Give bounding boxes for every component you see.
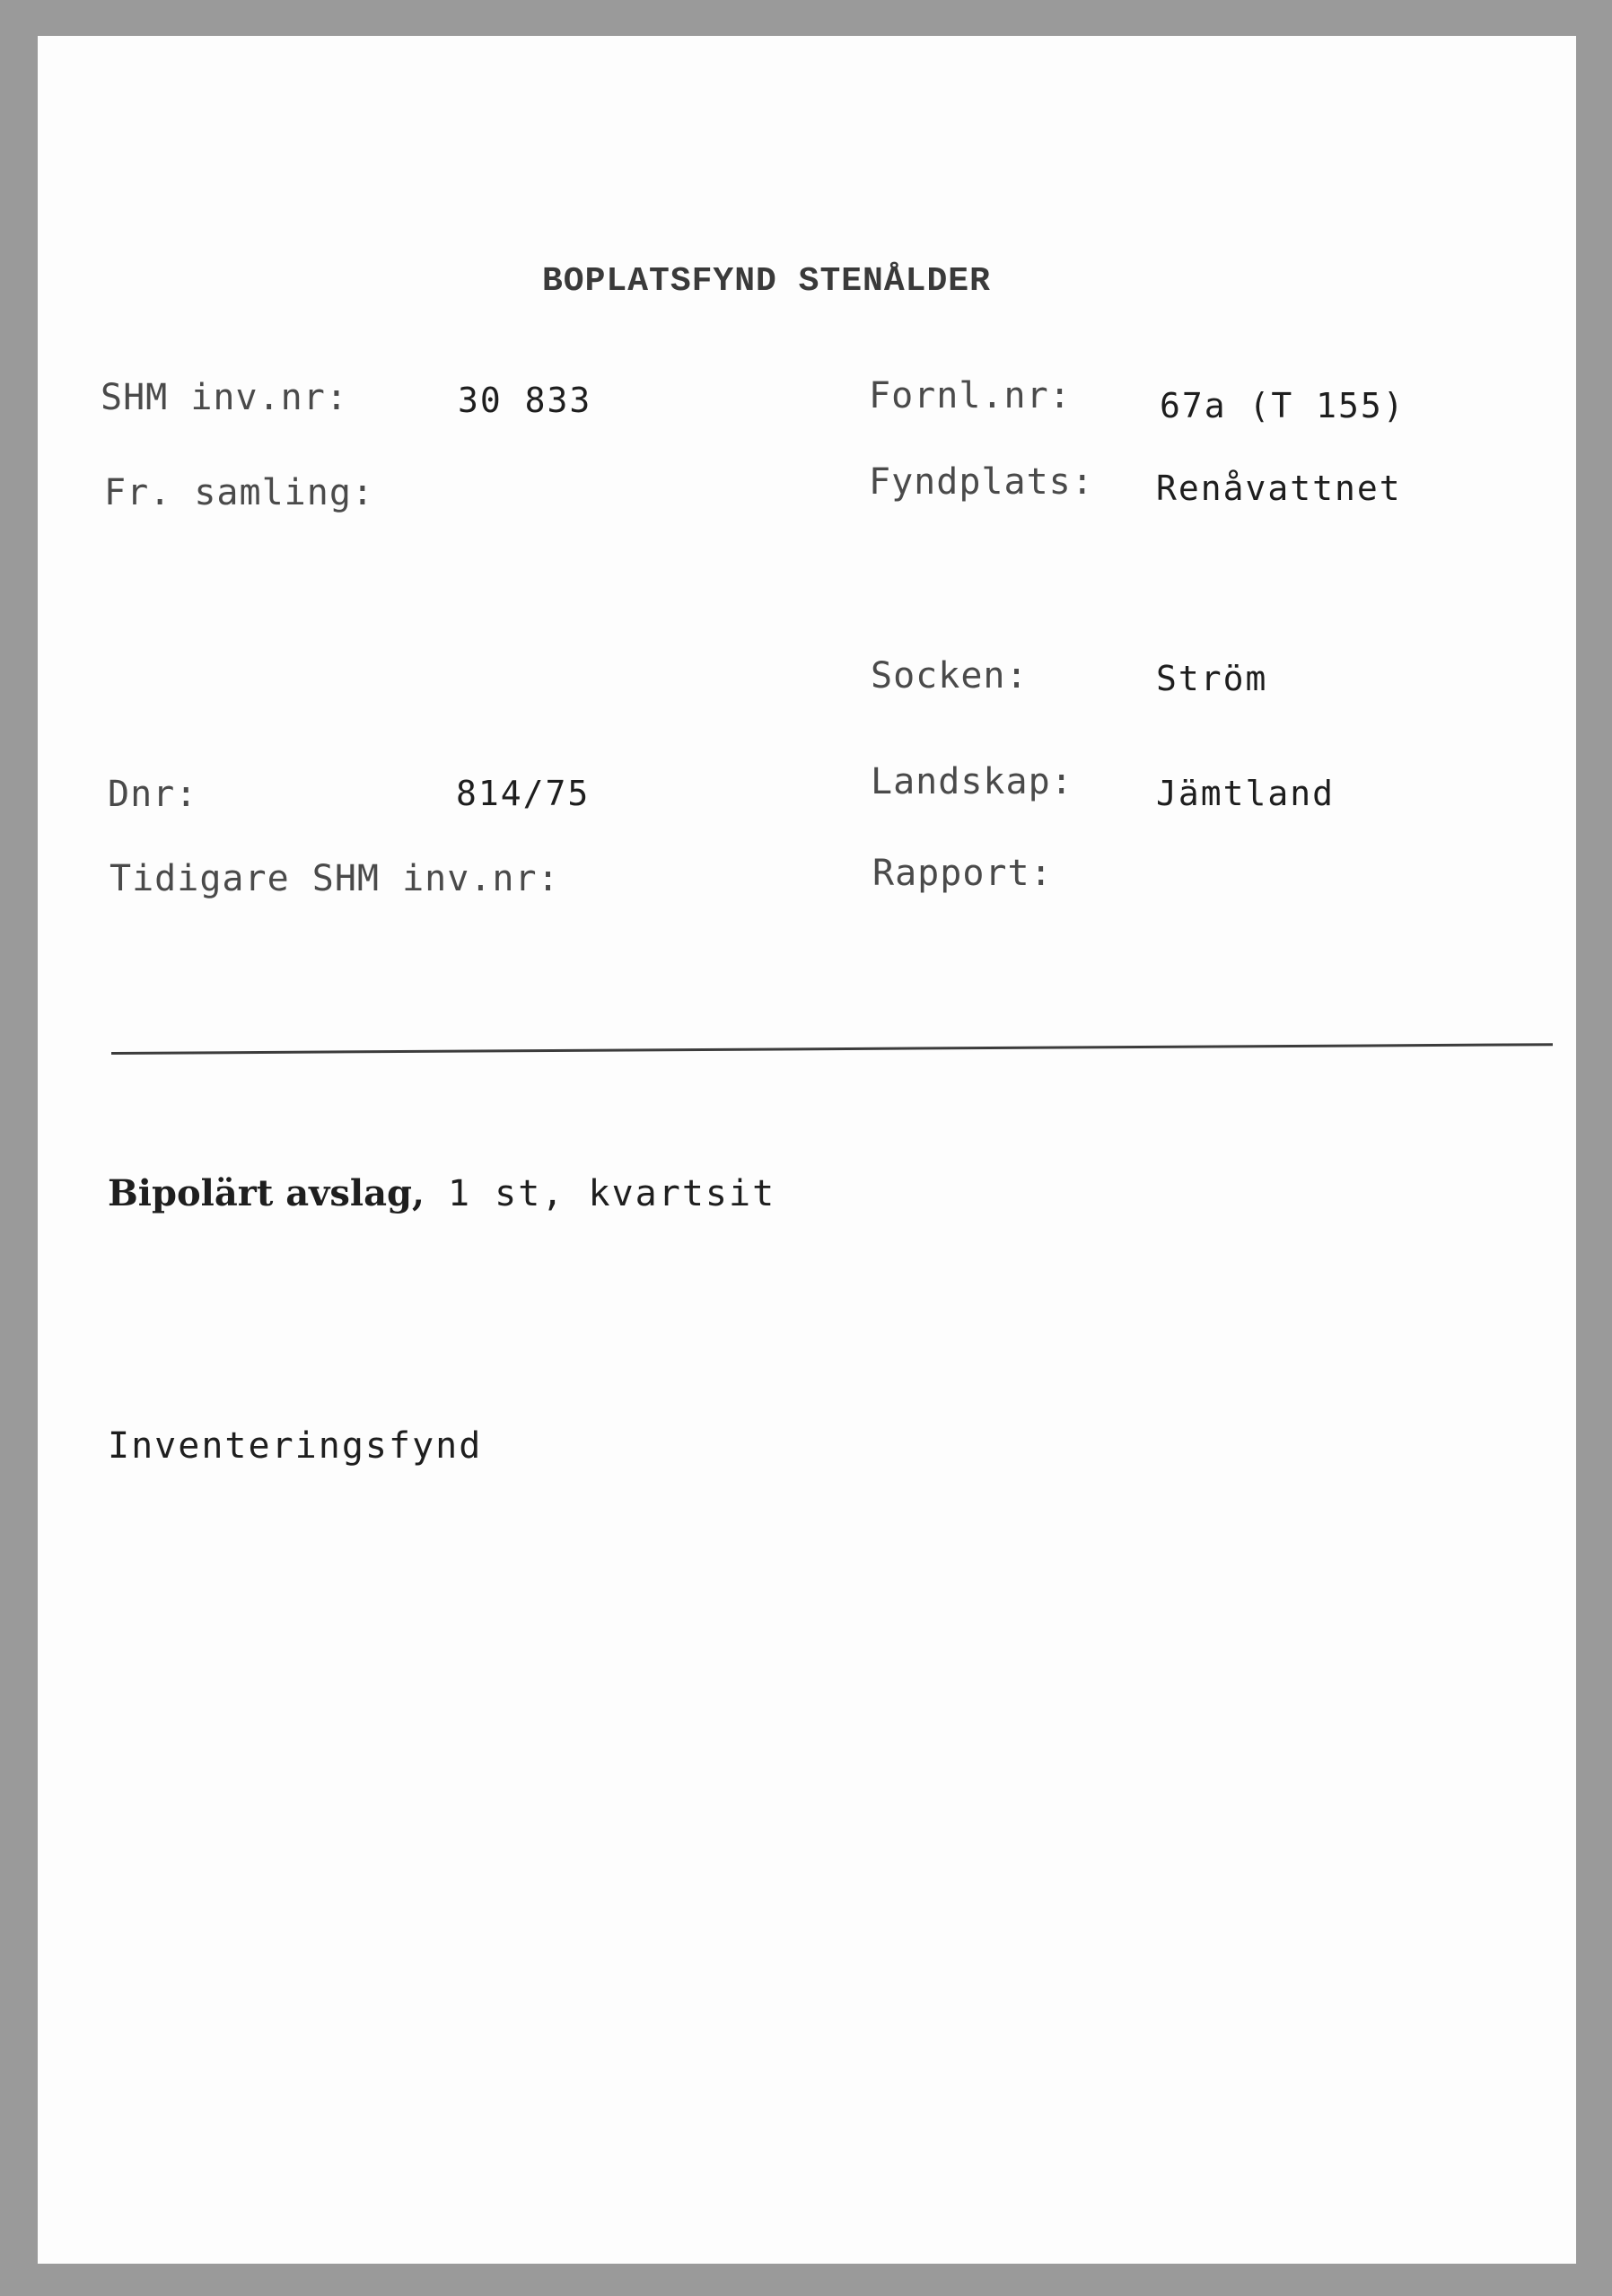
- find-description: [108, 1172, 775, 1214]
- fornl-nr-label: Fornl.nr:: [869, 375, 1072, 416]
- landskap-label: Landskap:: [871, 761, 1073, 802]
- socken-label: Socken:: [871, 655, 1029, 697]
- rapport-label: Rapport:: [872, 853, 1053, 894]
- shm-inv-nr-label: SHM inv.nr:: [101, 377, 348, 418]
- card-title: BOPLATSFYND STENÅLDER: [542, 262, 991, 301]
- find-details: 1 st, kvartsit: [424, 1173, 776, 1214]
- find-type: Bipolärt avslag,: [108, 1172, 425, 1214]
- landskap-value: Jämtland: [1156, 774, 1336, 813]
- fornl-nr-value: 67a (T 155): [1160, 386, 1406, 425]
- catalog-card: [38, 36, 1576, 2264]
- fyndplats-label: Fyndplats:: [869, 461, 1094, 503]
- dnr-value: 814/75: [456, 774, 591, 813]
- tidigare-shm-inv-nr-label: Tidigare SHM inv.nr:: [110, 858, 560, 899]
- socken-value: Ström: [1156, 659, 1268, 698]
- find-note: Inventeringsfynd: [108, 1425, 483, 1467]
- fyndplats-value: Renåvattnet: [1156, 469, 1402, 508]
- shm-inv-nr-value: 30 833: [458, 381, 592, 420]
- divider-line: [111, 1043, 1553, 1055]
- fr-samling-label: Fr. samling:: [104, 472, 374, 513]
- dnr-label: Dnr:: [108, 774, 198, 815]
